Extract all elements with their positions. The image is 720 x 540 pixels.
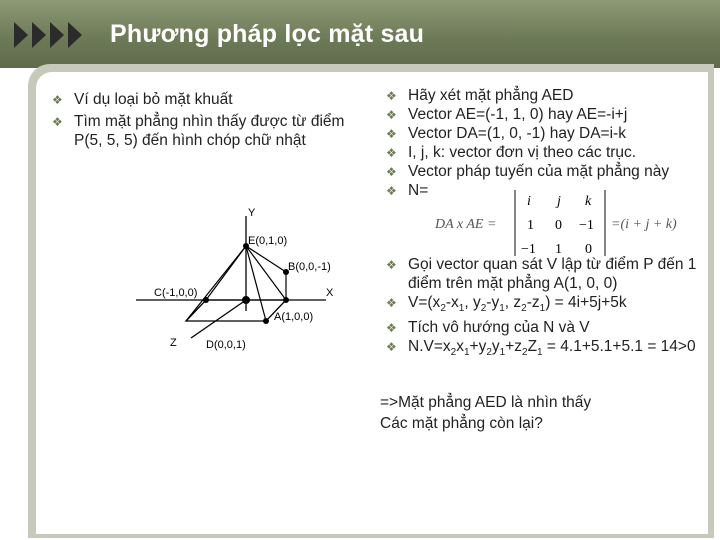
arrow-decoration-icon (14, 22, 94, 48)
list-item (386, 162, 701, 181)
z-axis-line (191, 300, 246, 338)
diamond-bullet-icon: ❖ (386, 165, 397, 179)
matrix-cell: 0 (555, 218, 562, 233)
matrix-cell: 1 (527, 218, 534, 233)
list-item-text: I, j, k: vector đơn vị theo các trục. (408, 144, 637, 161)
list-item (52, 90, 362, 109)
matrix-cell: −1 (521, 242, 536, 257)
list-item-text: Hãy xét mặt phẳng AED (408, 87, 574, 104)
diamond-bullet-icon: ❖ (386, 184, 397, 198)
matrix-cell: i (527, 194, 531, 209)
matrix-cell: −1 (579, 218, 594, 233)
matrix-cell: k (585, 194, 592, 209)
point-b-label: B(0,0,-1) (288, 261, 331, 273)
point-d-marker (263, 318, 269, 324)
matrix-cell: 1 (555, 242, 562, 257)
diamond-bullet-icon: ❖ (386, 89, 397, 103)
list-item-text: N= (408, 182, 429, 199)
diamond-bullet-icon: ❖ (386, 127, 397, 141)
point-c-label: C(-1,0,0) (154, 287, 198, 299)
edge-ez (186, 246, 246, 321)
list-item (386, 86, 701, 105)
list-item-text: Gọi vector quan sát V lập từ điểm P đến 1 điểm trên mặt phẳng A(1, 0, 0) (408, 256, 697, 292)
list-item (386, 105, 701, 124)
list-item-text: Tích vô hướng của N và V (408, 319, 590, 337)
diamond-bullet-icon: ❖ (386, 146, 397, 160)
formula-rhs: =(i + j + k) (611, 217, 677, 232)
point-e-label: E(0,1,0) (248, 235, 288, 247)
diamond-bullet-icon: ❖ (386, 340, 397, 355)
vector-v-formula: $V=(x_2-x_1$, $y_2-y_1$, $z_2-z_1) = 4i+5j+5k$ (408, 294, 627, 315)
dot-product-formula: $N.V=x_2x_1+y_2y_1+z_2Z_1 = 4.1+5.1+5.1 = 14>0$ (408, 338, 696, 359)
list-item-text: Vector pháp tuyến của mặt phẳng này (408, 163, 670, 180)
list-item (386, 318, 701, 337)
conclusion-line: Các mặt phẳng còn lại? (380, 415, 543, 432)
edge-ea (246, 246, 286, 300)
diamond-bullet-icon: ❖ (52, 93, 63, 107)
slide-header (0, 0, 720, 68)
left-bullet-list (52, 90, 362, 153)
origin-point (242, 296, 250, 304)
list-item-text: Vector AE=(-1, 1, 0) hay AE=-i+j (408, 106, 628, 123)
diamond-bullet-icon: ❖ (386, 108, 397, 122)
point-a-marker (283, 297, 289, 303)
point-a-label: A(1,0,0) (274, 311, 314, 323)
list-item (386, 293, 701, 318)
list-item (386, 143, 701, 162)
axis-x-label: X (326, 287, 334, 299)
diamond-bullet-icon: ❖ (386, 258, 397, 272)
cross-product-formula (435, 188, 685, 258)
diamond-bullet-icon: ❖ (52, 115, 63, 129)
axis-y-label: Y (248, 207, 256, 219)
conclusion-line: =>Mặt phẳng AED là nhìn thấy (380, 394, 592, 411)
formula-lhs: DA x AE = (435, 217, 497, 232)
list-item-text: Ví dụ loại bỏ mặt khuất (74, 91, 233, 108)
diamond-bullet-icon: ❖ (386, 296, 397, 310)
conclusion-text (380, 392, 700, 434)
right-bullet-list-bottom (386, 255, 701, 362)
slide-number: 8 (673, 519, 680, 533)
point-d-label: D(0,0,1) (206, 339, 246, 351)
axis-z-label: Z (170, 337, 177, 349)
list-item-text: Tìm mặt phẳng nhìn thấy được từ điểm P(5, 5, 5) đến hình chóp chữ nhật (74, 113, 345, 149)
list-item (386, 124, 701, 143)
list-item (386, 337, 701, 362)
matrix-cell: j (557, 194, 561, 209)
point-c-marker (203, 297, 209, 303)
matrix-cell: 0 (585, 242, 592, 257)
diamond-bullet-icon: ❖ (386, 321, 397, 336)
list-item-text: Vector DA=(1, 0, -1) hay DA=i-k (408, 125, 626, 142)
list-item (386, 255, 701, 293)
right-bullet-list-top (386, 86, 701, 200)
pyramid-diagram (136, 196, 356, 356)
list-item (52, 112, 362, 150)
slide-title: Phương pháp lọc mặt sau (110, 20, 425, 48)
